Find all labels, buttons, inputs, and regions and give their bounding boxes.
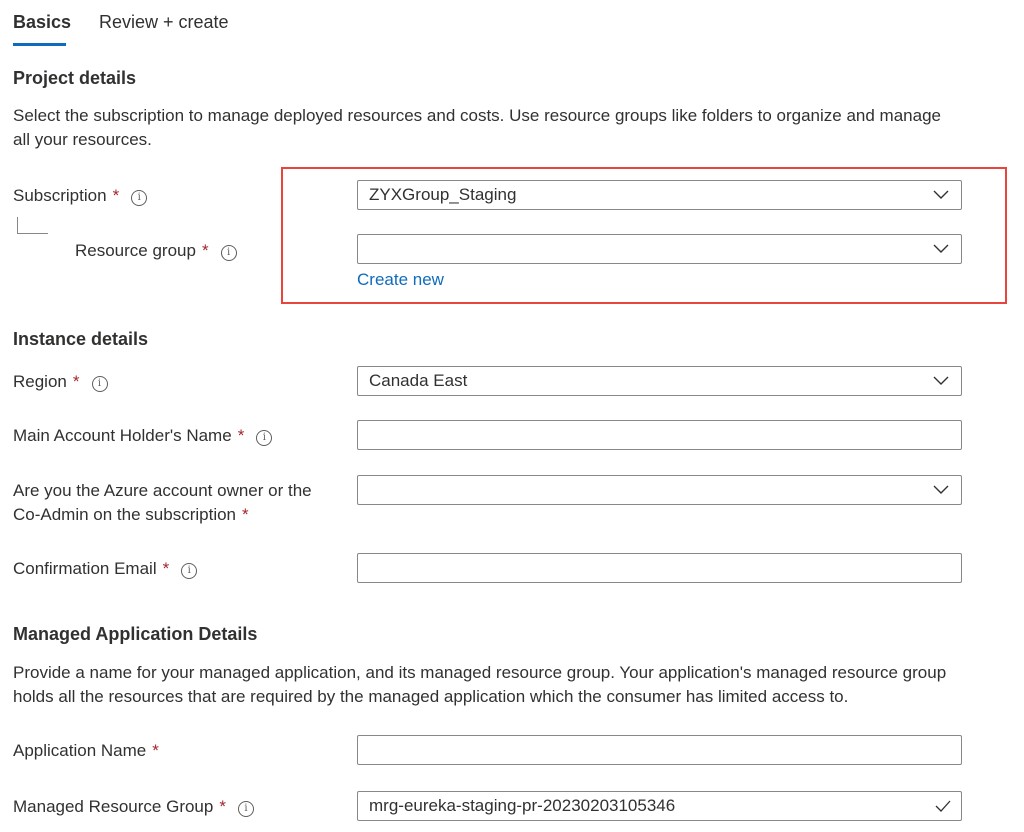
owner-question-label (13, 479, 312, 527)
managed-rg-label (13, 795, 254, 819)
required-marker: * (72, 372, 80, 391)
owner-question-line2-row (13, 503, 312, 527)
resource-group-label-text: Resource group (75, 241, 196, 260)
resource-group-dropdown[interactable] (357, 234, 962, 264)
subscription-label (13, 184, 147, 208)
info-icon[interactable]: i (92, 376, 108, 392)
managed-app-description: Provide a name for your managed application, and its managed resource group. Your application's managed resource group holds all the resources that are required by the managed application which the consumer has limited access to. (13, 663, 947, 706)
managed-rg-input[interactable] (357, 791, 962, 821)
tab-basics[interactable]: Basics (13, 12, 72, 32)
owner-question-dropdown[interactable] (357, 475, 962, 505)
checkmark-icon (935, 799, 951, 813)
instance-details-heading: Instance details (13, 329, 149, 349)
required-marker: * (237, 426, 245, 445)
create-new-link[interactable]: Create new (357, 270, 444, 289)
info-icon[interactable]: i (256, 430, 272, 446)
app-name-input[interactable] (357, 735, 962, 765)
chevron-down-icon (933, 485, 949, 495)
info-icon[interactable]: i (238, 801, 254, 817)
project-details-heading: Project details (13, 68, 137, 88)
tab-review-create[interactable]: Review + create (99, 12, 229, 32)
region-value: Canada East (369, 371, 468, 390)
region-dropdown[interactable] (357, 366, 962, 396)
required-marker: * (112, 186, 120, 205)
holder-name-label (13, 424, 272, 448)
chevron-down-icon (933, 244, 949, 254)
chevron-down-icon (933, 376, 949, 386)
confirmation-email-label-text: Confirmation Email (13, 559, 157, 578)
owner-question-line2: Co-Admin on the subscription (13, 505, 237, 524)
region-label (13, 370, 108, 394)
managed-rg-value: mrg-eureka-staging-pr-20230203105346 (369, 796, 676, 815)
app-name-label-text: Application Name (13, 741, 147, 760)
holder-name-label-text: Main Account Holder's Name (13, 426, 232, 445)
subscription-label-text: Subscription (13, 186, 107, 205)
resource-group-label (75, 239, 237, 263)
managed-app-heading: Managed Application Details (13, 624, 258, 644)
confirmation-email-input[interactable] (357, 553, 962, 583)
info-icon[interactable]: i (181, 563, 197, 579)
required-marker: * (242, 505, 249, 524)
chevron-down-icon (933, 190, 949, 200)
required-marker: * (201, 241, 209, 260)
managed-rg-label-text: Managed Resource Group (13, 797, 214, 816)
region-label-text: Region (13, 372, 67, 391)
required-marker: * (219, 797, 226, 816)
subscription-dropdown[interactable] (357, 180, 962, 210)
info-icon[interactable]: i (131, 190, 147, 206)
app-name-label (13, 739, 159, 763)
project-details-description: Select the subscription to manage deployed resources and costs. Use resource groups like folders to organize and manage all your resources. (13, 106, 941, 149)
subscription-value: ZYXGroup_Staging (369, 185, 517, 204)
required-marker: * (162, 559, 170, 578)
required-marker: * (152, 741, 159, 760)
tree-connector (17, 217, 48, 234)
holder-name-input[interactable] (357, 420, 962, 450)
active-tab-indicator (13, 43, 66, 46)
info-icon[interactable]: i (221, 245, 237, 261)
owner-question-line1: Are you the Azure account owner or the (13, 481, 312, 500)
confirmation-email-label (13, 557, 197, 581)
